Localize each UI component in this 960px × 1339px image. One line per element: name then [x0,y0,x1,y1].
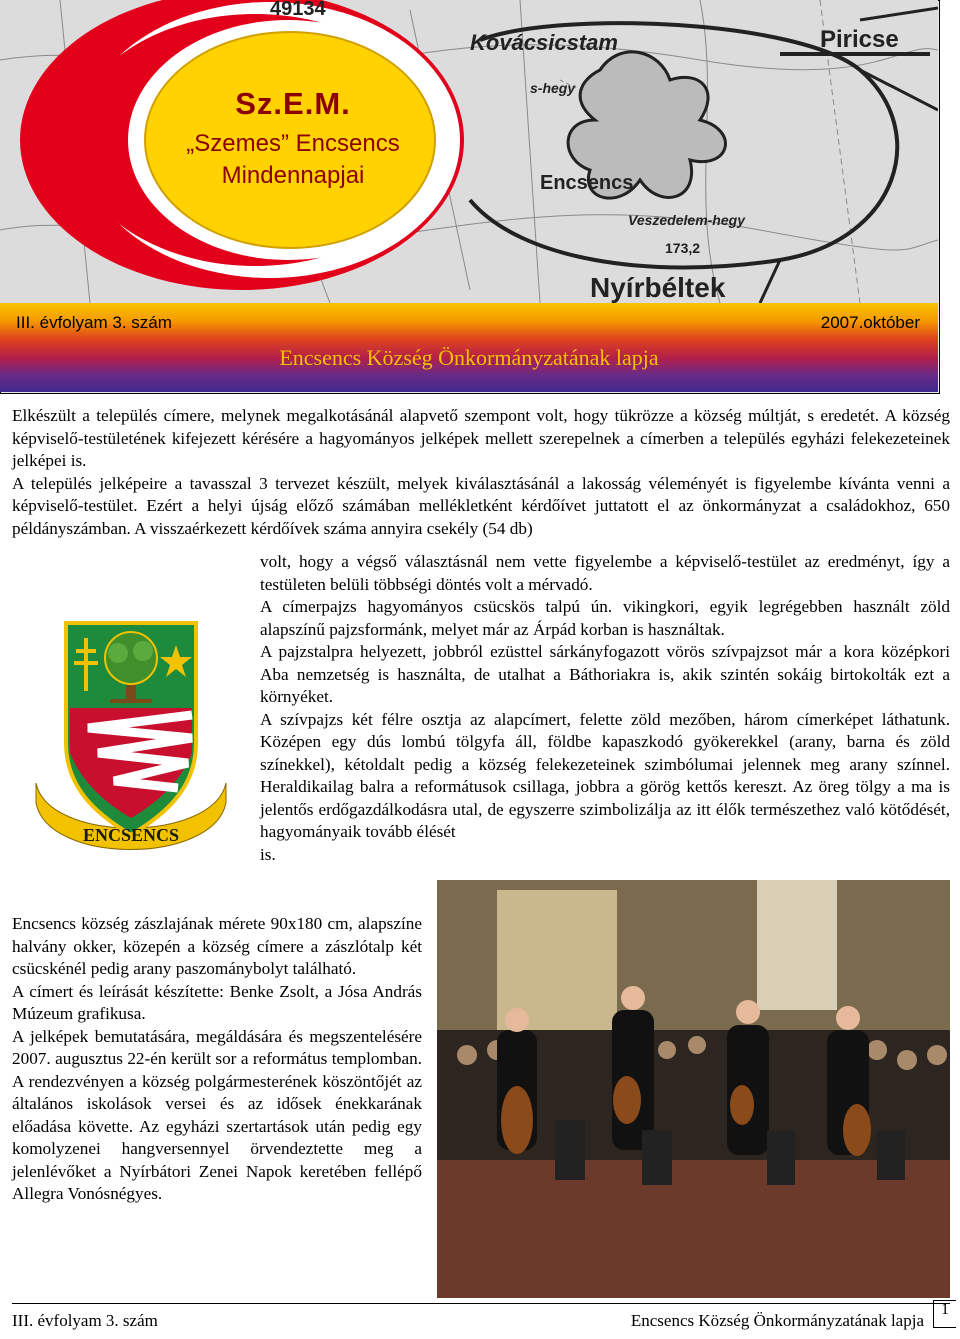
article-right-column [260,551,950,866]
publisher-label: Encsencs Község Önkormányzatának lapja [279,345,659,370]
date-label: 2007.október [820,313,920,332]
logo-subtitle-1: „Szemes” Encsencs [186,130,400,157]
coat-of-arms-image [28,603,233,858]
map-label-elevation: 173,2 [665,240,701,256]
paragraph-intro: Elkészült a település címere, melynek megalkotásánál alapvető szempont volt, hogy tükrözze a község múltját, s eredetét. A község képviselő-testületének kifejezett kérésére a hagyományos jelképek mellett szerepelnek a címerben a település egyházi felekezeteinek jelképei is. [12,406,950,470]
paragraph-symbols: A szívpajzs két félre osztja az alapcímert, felette zöld mezőben, három címerképet láthatunk. Középen egy dús lombú tölgyfa áll, földbe kapaszkodó gyökerekkel (arany, barna és zöld színekkel), kétoldalt pedig a község felekezeteinek szimbólumai jelennek meg arany színnel. Heraldikailag balra a reformátusok csillaga, jobbra a görög kettős kereszt. Az öreg tölgy a ma is jelentős erdőgazdálkodásra utal, de egyszerre szimbolizálja az itt élők természethez való kötődését, hagyományaik tovább élését [260,709,950,841]
paragraph-shield: A címerpajzs hagyományos csücskös talpú ún. vikingkori, egyik legrégebben használt zöld alapszínű pajzsformánk, melyet már az Árpád korban is használtak. [260,597,950,639]
map-label-place-5: Nyírbéltek [590,272,726,303]
map-label-number: 49134 [270,0,326,20]
page-number: 1 [933,1300,956,1328]
paragraph-flag: Encsencs község zászlajának mérete 90x180 cm, alapszíne halvány okker, közepén a község címere a zászlótalp két csücskénél pedig arany paszománybolyt található. [12,914,422,978]
paragraph-symbols-end: is. [260,844,276,864]
map-label-place-1: Kovácsicstam [470,30,618,55]
map-label-place-3: Encsencs [540,172,634,194]
map-label-place-4: Veszedelem-hegy [628,212,745,228]
logo-title: Sz.E.M. [235,86,351,121]
issue-label: III. évfolyam 3. szám [16,313,172,332]
footer-divider [12,1303,950,1304]
coat-of-arms-banner-text: ENCSENCS [82,825,180,845]
article-left-column [12,913,422,1206]
paragraph-ceremony: A jelképek bemutatására, megáldására és megszentelésére 2007. augusztus 22-én került sor a református templomban. A rendezvényen a község polgármesterének köszöntőjét az általános iskolások versei és az idősek énekkarának előadása követte. Az egyházi szertartások után pedig egy komolyzenei hangversennyel örvendeztette meg a jelenlévőket a Nyírbátori Zenei Napok keretében fellépő Allegra Vonósnégyes. [12,1026,422,1203]
footer-issue: III. évfolyam 3. szám [12,1311,158,1330]
article-intro [12,405,950,540]
map-label-place-6: s-hegy [530,80,576,96]
paragraph-result: volt, hogy a végső választásnál nem vette figyelembe a képviselő-testület az eredményt, így a testületen belüli többségi döntés volt a mérvadó. [260,552,950,594]
masthead-band [0,303,938,392]
paragraph-intro-2: A település jelképeire a tavasszal 3 tervezet készült, melyek kiválasztásánál a lakosság véleményét is figyelembe kívánta venni a képviselő-testület. Ezért a helyi újság előző számában mellékletként kérdőívet juttatott el az önkormányzat a családokhoz, 650 példányszámban. A visszaérkezett kérdőívek száma annyira csekély (54 db) [12,473,950,538]
paragraph-author: A címert és leírását készítette: Benke Zsolt, a Jósa András Múzeum grafikusa. [12,981,422,1023]
map-background [0,0,938,303]
concert-photo [437,880,950,1298]
masthead [0,0,940,394]
paragraph-heart-shield: A pajzstalpra helyezett, jobbról ezüsttel sárkányfogazott vörös szívpajzsot már a kora középkori Aba nemzetség is használta, de utalhat a Báthoriakra is, akik szintén sokáig birtokolták ezt a környéket. [260,642,950,706]
map-label-place-2: Piricse [820,26,899,53]
footer-publisher: Encsencs Község Önkormányzatának lapja [630,1311,924,1330]
logo-subtitle-2: Mindennapjai [221,162,365,189]
